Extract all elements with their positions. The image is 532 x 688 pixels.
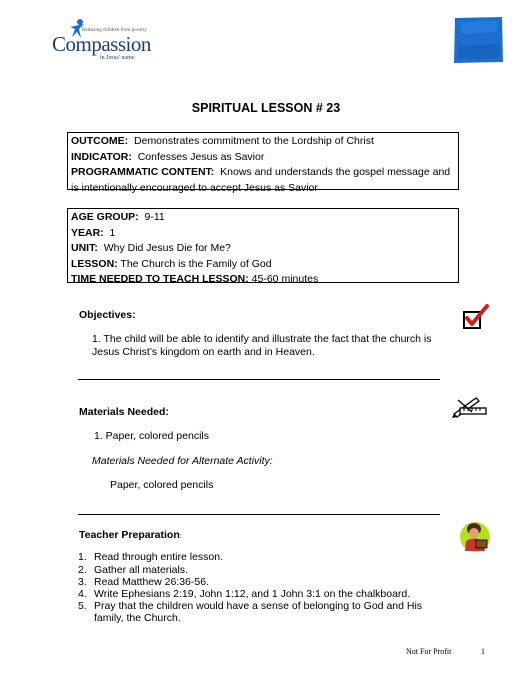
objective-item-1: 1. The child will be able to identify and illustrate the fact that the church is [92, 333, 432, 345]
lesson-title: SPIRITUAL LESSON # 23 [191, 101, 341, 115]
compassion-logo [52, 18, 172, 68]
year-label: YEAR: [71, 226, 104, 239]
year-value: 1 [109, 226, 116, 239]
divider [78, 379, 440, 380]
preparation-step [78, 600, 423, 613]
step-number: 3. [78, 576, 87, 588]
indicator-label: INDICATOR: [71, 150, 132, 163]
alt-materials-heading: Materials Needed for Alternate Activity: [92, 455, 273, 467]
preparation-step [78, 551, 223, 564]
age-group-value: 9-11 [144, 211, 165, 223]
step-number: 1. [78, 551, 87, 563]
objectives-heading: Objectives: [79, 309, 136, 321]
lesson-info-box [67, 208, 459, 283]
objective-item-1-cont: Jesus Christ’s kingdom on earth and in Heaven. [92, 346, 315, 358]
step-number: 4. [78, 588, 87, 600]
outcome-text: Demonstrates commitment to the Lordship of Christ [134, 135, 374, 147]
unit-label: UNIT: [71, 242, 98, 254]
unit-value: Why Did Jesus Die for Me? [103, 242, 231, 254]
step-text: Pray that the children would have a sense of belonging to God and His [94, 600, 423, 612]
alt-material-item: Paper, colored pencils [110, 479, 214, 491]
step-text: Write Ephesians 2:19, John 1:12, and 1 John 3:1 on the chalkboard. [94, 588, 411, 600]
programmatic-content-text: Knows and understands the gospel message and [220, 166, 451, 178]
material-item-1: 1. Paper, colored pencils [94, 430, 209, 442]
heading-colon: : [179, 533, 182, 540]
teacher-preparation-heading: Teacher Preparation [79, 529, 180, 541]
step-text: Gather all materials. [94, 564, 188, 576]
lesson-value: The Church is the Family of God [120, 257, 272, 270]
teacher-preparation-heading-row [79, 529, 182, 541]
checkbox-checkmark-icon [462, 304, 490, 330]
time-needed-label: TIME NEEDED TO TEACH LESSON: [71, 273, 249, 285]
pencil-ruler-icon [452, 396, 488, 418]
preparation-step-5-cont: family, the Church. [94, 612, 181, 624]
footer-not-for-profit: Not For Profit [406, 647, 452, 656]
teacher-reading-icon [459, 519, 493, 555]
lesson-label: LESSON: [71, 257, 118, 270]
programmatic-content-label: PROGRAMMATIC CONTENT: [71, 166, 215, 178]
indicator-text: Confesses Jesus as Savior [137, 150, 265, 163]
age-group-label: AGE GROUP: [71, 211, 139, 223]
outcome-box [67, 132, 459, 194]
outcome-label: OUTCOME: [71, 135, 129, 147]
step-text: Read through entire lesson. [94, 551, 223, 563]
programmatic-content-text-cont: is intentionally encouraged to accept Jesus as Savior [71, 181, 318, 194]
step-number: 2. [78, 564, 87, 576]
blue-brush-decoration [452, 16, 504, 64]
logo-tagline: Releasing children from poverty [82, 28, 147, 33]
page-number: 1 [481, 647, 485, 656]
time-needed-value: 45-60 minutes [251, 273, 319, 285]
step-number: 5. [78, 600, 87, 612]
logo-wordmark: Compassion [52, 32, 151, 56]
step-text: Read Matthew 26:36-56. [94, 576, 209, 588]
logo-subline: in Jesus' name [100, 55, 135, 61]
materials-heading: Materials Needed: [79, 406, 169, 418]
divider [78, 514, 440, 515]
